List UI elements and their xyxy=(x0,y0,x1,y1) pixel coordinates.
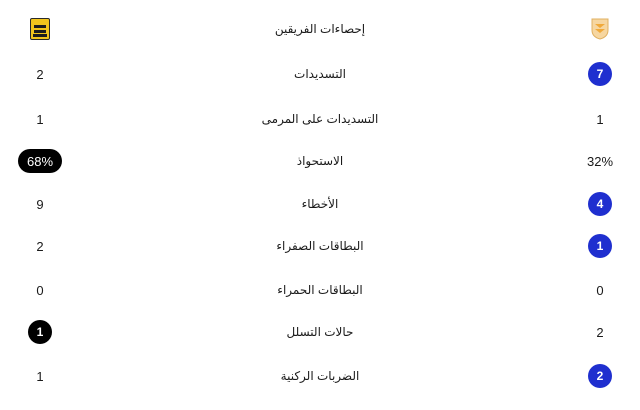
stat-label: حالات التسلل xyxy=(286,325,354,339)
right-team-value: 0 xyxy=(596,282,604,298)
left-team-value: 1 xyxy=(36,111,44,127)
left-team-value: 1 xyxy=(36,368,44,384)
right-team-value: 2 xyxy=(596,324,604,340)
right-team-logo-cell xyxy=(570,14,630,44)
right-team-value: 1 xyxy=(596,111,604,127)
left-team-value: 2 xyxy=(36,238,44,254)
left-team-value: 0 xyxy=(36,282,44,298)
stat-label: الضربات الركنية xyxy=(280,369,360,383)
left-team-value: 2 xyxy=(36,66,44,82)
right-team-value-badge: 4 xyxy=(588,192,612,216)
right-team-value-badge: 1 xyxy=(588,234,612,258)
stats-header-row xyxy=(0,14,640,44)
stat-label: الأخطاء xyxy=(301,197,339,211)
left-team-value-badge: 68% xyxy=(18,149,62,173)
stat-row xyxy=(0,361,640,391)
left-team-value: 9 xyxy=(36,196,44,212)
team-chevron-crest-icon xyxy=(591,18,609,40)
stat-row xyxy=(0,231,640,261)
right-team-value: 32% xyxy=(586,153,614,169)
stat-label: البطاقات الحمراء xyxy=(277,283,363,297)
stat-row xyxy=(0,189,640,219)
left-team-value-badge: 1 xyxy=(28,320,52,344)
stat-label: التسديدات على المرمى xyxy=(261,112,379,126)
stat-label: الاستحواذ xyxy=(296,154,344,168)
stat-row xyxy=(0,317,640,347)
right-team-value-badge: 7 xyxy=(588,62,612,86)
left-team-logo-cell xyxy=(10,14,70,44)
stat-row xyxy=(0,59,640,89)
al-ittihad-crest-icon xyxy=(30,18,50,40)
stat-label: التسديدات xyxy=(294,67,346,81)
stat-label: البطاقات الصفراء xyxy=(276,239,364,253)
stat-row xyxy=(0,104,640,134)
stats-title-cell xyxy=(170,14,470,44)
right-team-value-badge: 2 xyxy=(588,364,612,388)
stats-title: إحصاءات الفريقين xyxy=(274,22,366,36)
stat-row xyxy=(0,146,640,176)
stat-row xyxy=(0,275,640,305)
